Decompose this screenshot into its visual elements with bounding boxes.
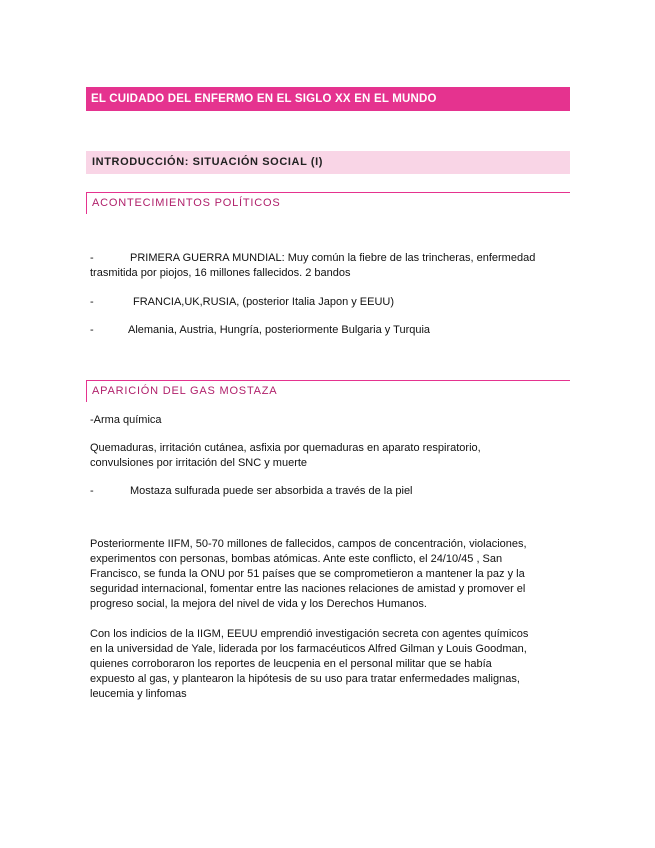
paragraph-line: progreso social, la mejora del nivel de vida y los Derechos Humanos. xyxy=(90,598,427,610)
paragraph-line: Francisco, se funda la ONU por 51 países que se comprometieron a mantener la paz y la xyxy=(90,568,525,580)
bullet-text: Alemania, Austria, Hungría, posteriormente Bulgaria y Turquia xyxy=(128,324,431,336)
bullet-text: PRIMERA GUERRA MUNDIAL: Muy común la fiebre de las trincheras, enfermedad xyxy=(130,252,536,264)
bullet-marker: - xyxy=(90,252,94,264)
document-title: EL CUIDADO DEL ENFERMO EN EL SIGLO XX EN EL MUNDO xyxy=(86,87,570,111)
paragraph-line: seguridad internacional, fomentar entre las naciones relaciones de amistad y promover el xyxy=(90,583,526,595)
bullet-marker: - xyxy=(90,324,94,336)
paragraph-line: leucemia y linfomas xyxy=(90,688,187,700)
paragraph-line: en la universidad de Yale, liderada por los farmacéuticos Alfred Gilman y Louis Goodman, xyxy=(90,643,527,655)
section-heading: INTRODUCCIÓN: SITUACIÓN SOCIAL (I) xyxy=(86,151,570,174)
subheading-political: ACONTECIMIENTOS POLÍTICOS xyxy=(86,192,570,214)
subheading-mustard-gas: APARICIÓN DEL GAS MOSTAZA xyxy=(86,380,570,402)
effects-line: convulsiones por irritación del SNC y muerte xyxy=(90,457,308,469)
effects-line: Quemaduras, irritación cutánea, asfixia por quemaduras en aparato respiratorio, xyxy=(90,442,481,454)
bullet-marker: - xyxy=(90,296,94,308)
bullet-marker: - xyxy=(90,485,94,497)
paragraph-line: Con los indicios de la IIGM, EEUU emprendió investigación secreta con agentes químicos xyxy=(90,628,529,640)
chemical-weapon-line: -Arma química xyxy=(90,414,162,426)
paragraph-line: expuesto al gas, y plantearon la hipótesis de su uso para tratar enfermedades malignas, xyxy=(90,673,520,685)
bullet-text: Mostaza sulfurada puede ser absorbida a través de la piel xyxy=(130,485,413,497)
bullet-text: FRANCIA,UK,RUSIA, (posterior Italia Japon y EEUU) xyxy=(133,296,395,308)
paragraph-line: experimentos con personas, bombas atómicas. Ante este conflicto, el 24/10/45 , San xyxy=(90,553,503,565)
bullet-text-continued: trasmitida por piojos, 16 millones fallecidos. 2 bandos xyxy=(90,267,351,279)
paragraph-line: Posteriormente IIFM, 50-70 millones de fallecidos, campos de concentración, violaciones, xyxy=(90,538,527,550)
paragraph-line: quienes corroboraron los reportes de leucpenia en el personal militar que se había xyxy=(90,658,492,670)
